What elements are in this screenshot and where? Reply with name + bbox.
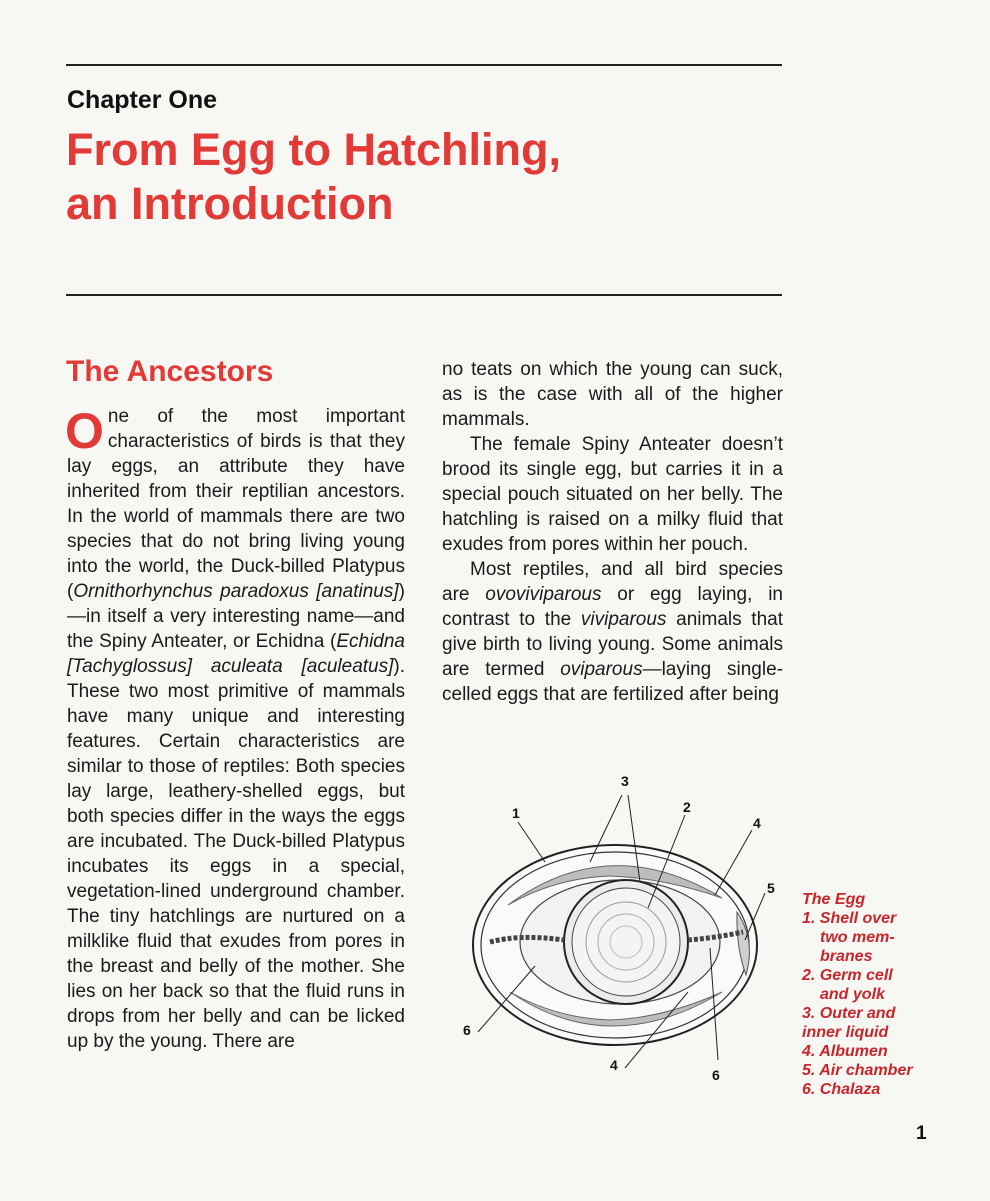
caption-item: inner liquid [802,1024,889,1041]
diagram-label: 1 [512,805,520,821]
caption-item: branes [820,948,873,965]
text-run: animals that give birth to living young. Some animals are termed [442,609,783,680]
title-bottom-rule [66,294,782,296]
chapter-title-line2: an Introduction [66,178,394,229]
paragraph [442,557,783,707]
left-column [67,404,405,1054]
caption-title: The Egg [802,891,866,908]
paragraph: The female Spiny Anteater doesn’t brood its single egg, but carries it in a special pouch situated on her belly. The hatchling is raised on a milky fluid that exudes from pores within her pouch. [442,434,783,555]
caption-item: 6. Chalaza [802,1081,881,1098]
caption-item: 3. Outer and [802,1005,896,1022]
text-run: ). These two most primitive of mammals have many unique and interesting features. Certain characteristics are similar to those of reptiles: Both species lay large, leathery-shelled eggs, but both species differ in the ways the eggs are incubated. The Duck-billed Platypus incubates its eggs in a special, vegetation-lined underground chamber. The tiny hatchlings are nurtured on a milklike fluid that exudes from pores in the breast and belly of the mother. She lies on her back so that the fluid runs in drops from her belly and can be licked up by the young. There are [67,656,405,1052]
diagram-label: 4 [753,815,761,831]
italic-term: viviparous [580,609,667,630]
section-heading: The Ancestors [66,355,274,388]
italic-term: oviparous [560,659,643,680]
chapter-title-line1: From Egg to Hatchling, [66,124,561,175]
diagram-label: 2 [683,799,691,815]
page-number: 1 [916,1123,927,1144]
scientific-name: Echidna [Tachyglossus] aculeata [aculeatus] [67,631,405,677]
diagram-label: 4 [610,1057,618,1073]
caption-item: and yolk [820,986,885,1003]
diagram-label: 6 [712,1067,720,1083]
caption-item: 1. Shell over [802,910,897,927]
paragraph: no teats on which the young can suck, as is the case with all of the higher mammals. [442,359,783,430]
caption-item: 5. Air chamber [802,1062,913,1079]
chapter-label: Chapter One [67,86,218,114]
caption-item: 2. Germ cell [802,967,893,984]
caption-item: 4. Albumen [802,1043,888,1060]
text-run: Most reptiles, and all bird species are [442,559,783,605]
text-run: or egg laying, in contrast to the [442,584,783,630]
diagram-label: 6 [463,1022,471,1038]
top-rule [66,64,782,66]
chapter-title [66,123,561,231]
caption-item: two mem- [820,929,895,946]
diagram-label: 5 [767,880,775,896]
italic-term: ovoviviparous [485,584,602,605]
right-column [442,357,783,707]
text-run: —laying single-celled eggs that are fertilized after being [442,659,783,705]
diagram-label: 3 [621,773,629,789]
text-run: ne of the most important characteristics of birds is that they lay eggs, an attribute they have inherited from their reptilian ancestors. In the world of mammals there are two species that do not bring living young into the world, the Duck-billed Platypus ( [67,406,405,602]
text-run: )—in itself a very interesting name—and the Spiny Anteater, or Echidna ( [67,581,405,652]
paragraph [67,404,405,1054]
drop-cap: O [65,403,104,459]
egg-diagram [460,770,790,1090]
figure-caption [802,890,913,1099]
scientific-name: Ornithorhynchus paradoxus [anatinus] [73,581,399,602]
